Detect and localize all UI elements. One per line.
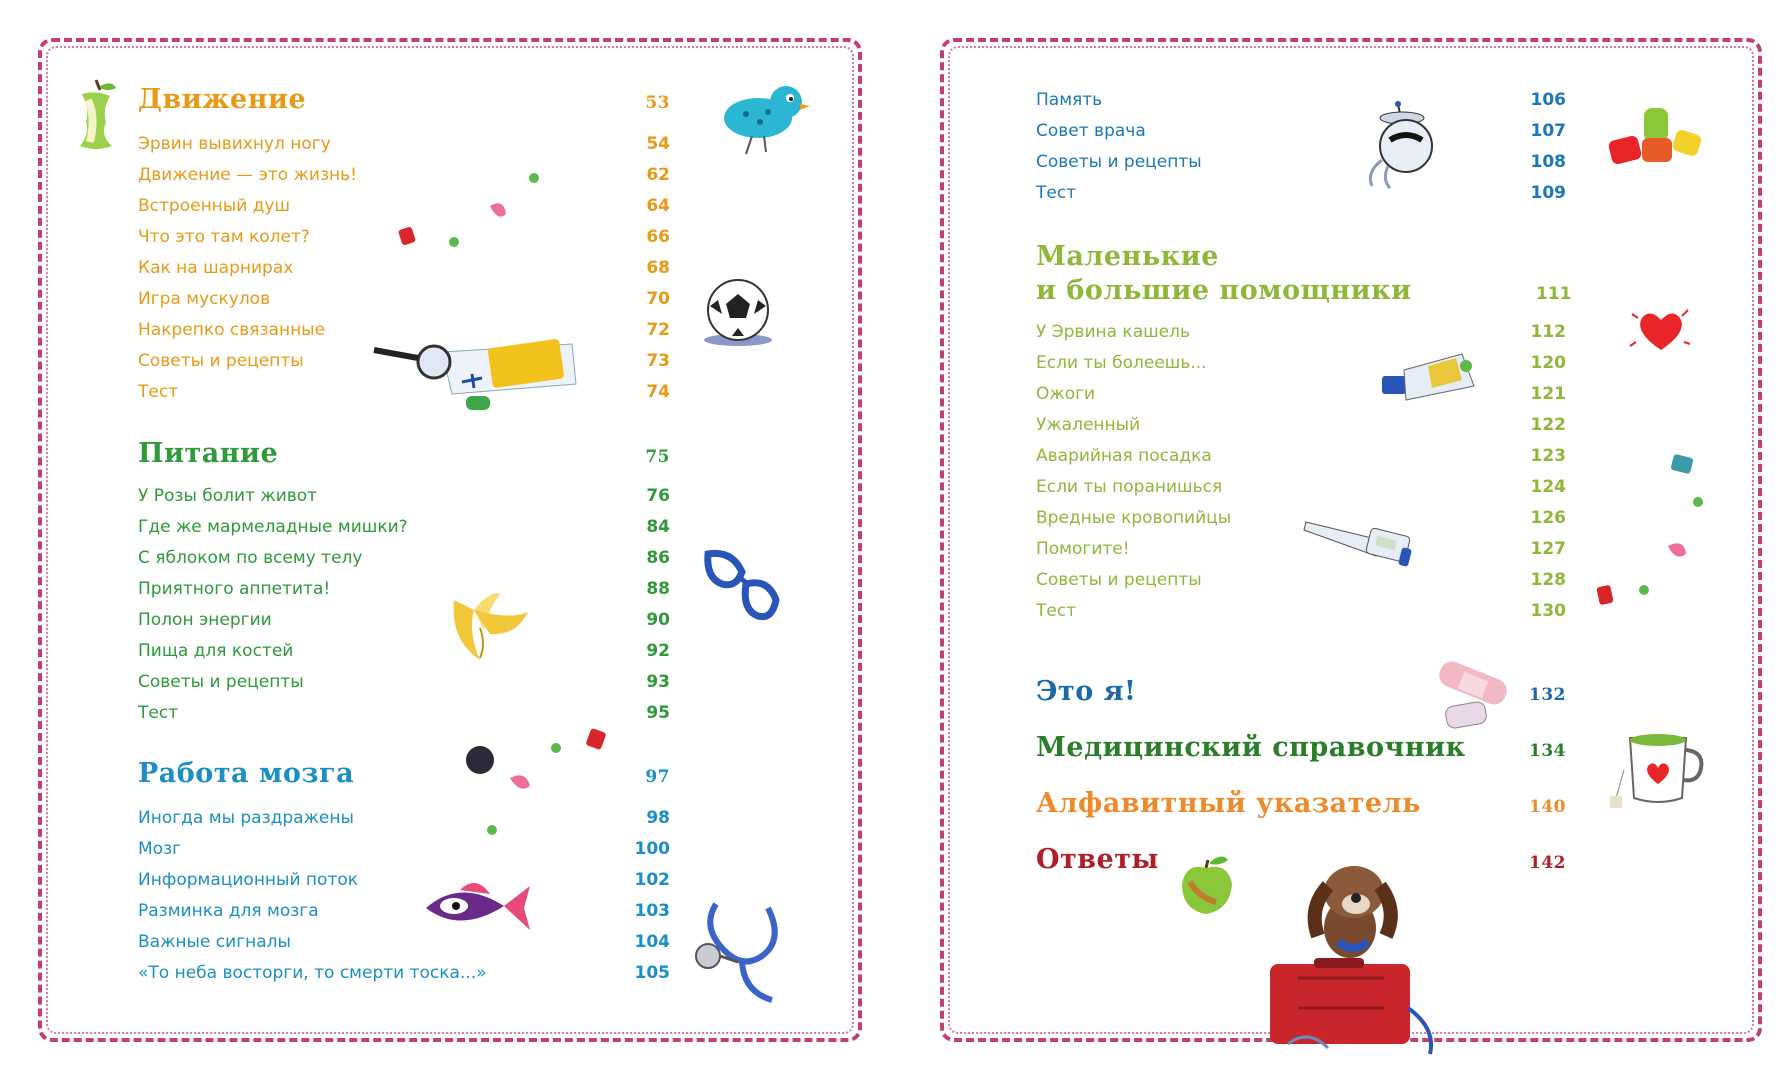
toc-entry-page: 54 — [646, 134, 670, 154]
toc-entry[interactable] — [1036, 601, 1566, 621]
toc-entry-label: Тест — [138, 382, 179, 402]
heart-icon — [1628, 302, 1694, 358]
toc-entry[interactable] — [138, 134, 670, 154]
toc-entry[interactable] — [1036, 539, 1566, 559]
toc-entry-label: Помогите! — [1036, 539, 1130, 559]
toc-entry-page: 73 — [646, 351, 670, 371]
toc-entry-label: Советы и рецепты — [1036, 570, 1202, 590]
toc-entry-page: 127 — [1530, 539, 1566, 559]
ointment-tube-icon — [1376, 346, 1482, 406]
toc-entry[interactable] — [1036, 415, 1566, 435]
toc-entry[interactable] — [1036, 183, 1566, 203]
toc-entry[interactable] — [1036, 570, 1566, 590]
toc-entry-page: 66 — [646, 227, 670, 247]
toc-entry-page: 109 — [1530, 183, 1566, 203]
toc-entry[interactable] — [138, 963, 670, 983]
toc-entry-page: 88 — [646, 579, 670, 599]
toc-entry-label: У Эрвина кашель — [1036, 322, 1191, 342]
toc-entry-page: 74 — [646, 382, 670, 402]
apple-icon — [1176, 852, 1238, 918]
section-nutrition[interactable] — [138, 438, 670, 469]
glasses-icon — [702, 544, 786, 628]
toc-entry[interactable] — [138, 548, 670, 568]
section-title-line2: и большие помощники — [1036, 275, 1412, 306]
toc-entry-page: 76 — [646, 486, 670, 506]
section-page: 75 — [645, 447, 670, 467]
toc-entry-label: Ожоги — [1036, 384, 1096, 404]
toc-entry-label: Память — [1036, 90, 1103, 110]
toc-entry-label: Тест — [1036, 183, 1077, 203]
section-helpers-title[interactable] — [1036, 240, 1412, 308]
robot-icon — [1352, 100, 1452, 192]
chapter-title: Ответы — [1036, 844, 1159, 875]
toc-entry-label: Полон энергии — [138, 610, 272, 630]
toc-entry[interactable] — [138, 258, 670, 278]
toc-entry-label: Советы и рецепты — [1036, 152, 1202, 172]
toc-entry-page: 105 — [634, 963, 670, 983]
toc-entry-page: 98 — [646, 808, 670, 828]
apple-core-icon — [72, 76, 120, 152]
toc-entry-page: 107 — [1530, 121, 1566, 141]
toc-entry-label: Ужаленный — [1036, 415, 1141, 435]
toc-entry[interactable] — [1036, 152, 1566, 172]
toc-entry-label: Советы и рецепты — [138, 351, 304, 371]
section-title: Работа мозга — [138, 758, 355, 789]
toc-entry[interactable] — [138, 579, 670, 599]
toc-entry-page: 93 — [646, 672, 670, 692]
toc-entry[interactable] — [138, 486, 670, 506]
toc-entry[interactable] — [138, 932, 670, 952]
candy-decoration-icon — [1588, 450, 1708, 610]
toc-entry-page: 64 — [646, 196, 670, 216]
toc-entry[interactable] — [138, 289, 670, 309]
toc-entry-page: 121 — [1530, 384, 1566, 404]
toc-entry-label: Тест — [138, 703, 179, 723]
toc-entry-page: 126 — [1530, 508, 1566, 528]
toc-entry-label: Эрвин вывихнул ногу — [138, 134, 331, 154]
toc-entry-page: 95 — [646, 703, 670, 723]
toc-entry[interactable] — [1036, 446, 1566, 466]
toc-entry[interactable] — [1036, 384, 1566, 404]
toc-entry-label: «То неба восторги, то смерти тоска...» — [138, 963, 487, 983]
toc-entry-label: Если ты болеешь... — [1036, 353, 1207, 373]
bird-icon — [716, 76, 812, 158]
toc-entry-page: 100 — [634, 839, 670, 859]
toc-entry[interactable] — [1036, 477, 1566, 497]
toc-entry-page: 84 — [646, 517, 670, 537]
toc-entry-label: Информационный поток — [138, 870, 359, 890]
section-helpers-page: 111 — [1536, 284, 1572, 304]
toc-entry-page: 123 — [1530, 446, 1566, 466]
section-title: Питание — [138, 438, 279, 469]
toc-entry[interactable] — [1036, 90, 1566, 110]
gummy-bears-icon — [1602, 104, 1712, 174]
toc-entry-page: 86 — [646, 548, 670, 568]
mug-icon — [1610, 726, 1710, 812]
toc-entry[interactable] — [1036, 121, 1566, 141]
toc-entry-page: 122 — [1530, 415, 1566, 435]
candy-decoration-icon — [462, 720, 612, 840]
toc-entry-label: Что это там колет? — [138, 227, 310, 247]
toc-entry-page: 102 — [634, 870, 670, 890]
toc-entry-label: Игра мускулов — [138, 289, 271, 309]
toc-entry-label: Тест — [1036, 601, 1077, 621]
chapter-page: 142 — [1529, 853, 1566, 873]
toc-entry-page: 104 — [634, 932, 670, 952]
toc-entry-page: 90 — [646, 610, 670, 630]
toc-entry-label: Движение — это жизнь! — [138, 165, 357, 185]
toc-entry-label: Аварийная посадка — [1036, 446, 1212, 466]
dog-on-suitcase-icon — [1258, 858, 1458, 1058]
toc-entry-label: Совет врача — [1036, 121, 1146, 141]
chapter-entry[interactable] — [1036, 788, 1566, 819]
soccer-ball-icon — [696, 276, 780, 348]
toc-entry[interactable] — [1036, 508, 1566, 528]
thermometer-icon — [1302, 512, 1414, 572]
chapter-entry[interactable] — [1036, 732, 1566, 763]
chapter-title: Это я! — [1036, 676, 1137, 707]
chapter-title: Медицинский справочник — [1036, 732, 1466, 763]
toc-entry-label: С яблоком по всему телу — [138, 548, 363, 568]
toc-entry-page: 128 — [1530, 570, 1566, 590]
bandage-icon — [1430, 660, 1518, 732]
toc-entry-label: Важные сигналы — [138, 932, 291, 952]
toc-entry-page: 62 — [646, 165, 670, 185]
toc-entry-label: Мозг — [138, 839, 182, 859]
fish-icon — [420, 872, 532, 942]
toc-entry-label: Иногда мы раздражены — [138, 808, 354, 828]
toc-entry-page: 108 — [1530, 152, 1566, 172]
chapter-page: 132 — [1529, 685, 1566, 705]
toc-entry[interactable] — [138, 672, 670, 692]
toc-entry[interactable] — [138, 641, 670, 661]
chapter-page: 140 — [1529, 797, 1566, 817]
toc-entry[interactable] — [138, 517, 670, 537]
magnifier-icon — [372, 334, 584, 418]
toc-entry-label: Приятного аппетита! — [138, 579, 331, 599]
toc-entry-label: Пища для костей — [138, 641, 294, 661]
chapter-title: Алфавитный указатель — [1036, 788, 1421, 819]
toc-entry-page: 103 — [634, 901, 670, 921]
toc-entry-page: 124 — [1530, 477, 1566, 497]
toc-entry-label: У Розы болит живот — [138, 486, 318, 506]
toc-entry-page: 92 — [646, 641, 670, 661]
toc-entry[interactable] — [138, 610, 670, 630]
section-title: Движение — [138, 84, 307, 115]
section-page: 53 — [645, 93, 670, 113]
toc-entry[interactable] — [1036, 322, 1566, 342]
toc-entry-label: Как на шарнирах — [138, 258, 294, 278]
toc-entry[interactable] — [138, 901, 670, 921]
toc-entry-label: Накрепко связанные — [138, 320, 326, 340]
toc-entry-label: Разминка для мозга — [138, 901, 319, 921]
toc-entry-page: 72 — [646, 320, 670, 340]
toc-entry-page: 112 — [1530, 322, 1566, 342]
toc-entry[interactable] — [138, 839, 670, 859]
toc-entry-label: Где же мармеладные мишки? — [138, 517, 408, 537]
toc-entry-label: Если ты поранишься — [1036, 477, 1223, 497]
chapter-page: 134 — [1529, 741, 1566, 761]
candy-decoration-icon — [394, 170, 544, 256]
section-page: 97 — [645, 767, 670, 787]
stethoscope-icon — [692, 896, 796, 1008]
toc-entry-label: Советы и рецепты — [138, 672, 304, 692]
toc-entry-page: 70 — [646, 289, 670, 309]
section-movement[interactable] — [138, 84, 670, 115]
toc-entry[interactable] — [138, 870, 670, 890]
toc-entry[interactable] — [1036, 353, 1566, 373]
section-title-line1: Маленькие — [1036, 241, 1219, 272]
banana-icon — [440, 580, 536, 666]
toc-entry-page: 68 — [646, 258, 670, 278]
toc-entry-page: 120 — [1530, 353, 1566, 373]
toc-entry-page: 106 — [1530, 90, 1566, 110]
toc-entry-page: 130 — [1530, 601, 1566, 621]
toc-entry-label: Вредные кровопийцы — [1036, 508, 1232, 528]
toc-entry-label: Встроенный душ — [138, 196, 291, 216]
